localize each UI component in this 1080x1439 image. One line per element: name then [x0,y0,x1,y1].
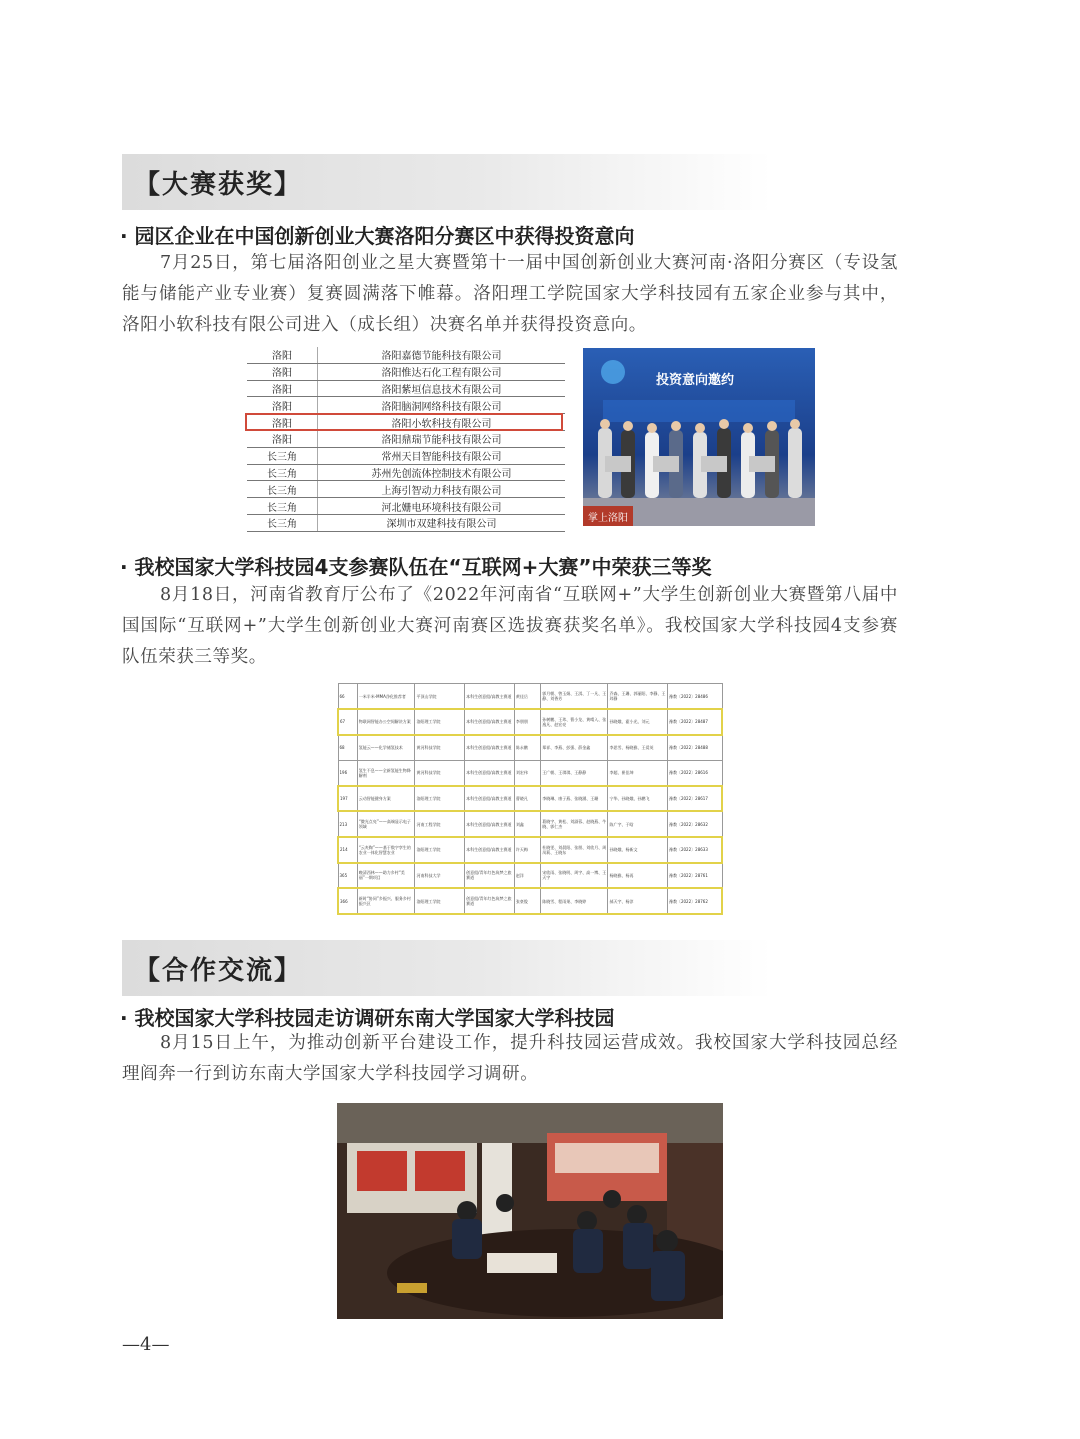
company-row [247,447,565,464]
award-row [338,684,722,710]
award-cell-members: 王广朝、王琪琪、王静静 [541,760,608,786]
award-cell-name: 物联网智能办公空间解决方案 [357,709,415,735]
company-cell: 河北姗电环境科技有限公司 [318,498,566,515]
award-cell-mentor: 李超、崔佳坤 [608,760,667,786]
award-cell-code: 豫教〔2022〕28617 [667,786,722,812]
award-row [338,863,722,889]
award-cell-name: 云动智能健身方案 [357,786,415,812]
award-cell-group: 创意组/青年红色筑梦之旅赛道 [465,888,515,914]
award-cell-group: 本科生创意组/高教主赛道 [465,735,515,761]
award-cell-no: 68 [338,735,357,761]
award-cell-school: 河南工程学院 [415,811,465,837]
region-cell: 洛阳 [247,414,318,431]
award-cell-school: 洛阳理工学院 [415,888,465,914]
company-row [247,464,565,481]
section-header-awards [122,154,772,210]
award-cell-mentor: 郝天宇、杨淳 [608,888,667,914]
award-cell-name: 一米半米-MMA净化推荐者 [357,684,415,710]
article-headline: · 我校国家大学科技园走访调研东南大学国家大学科技园 [120,1006,615,1030]
award-cell-group: 本科生创意组/高教主赛道 [465,811,515,837]
award-cell-group: 本科生创意组/高教主赛道 [465,837,515,863]
award-cell-code: 豫教〔2022〕28633 [667,837,722,863]
company-row [247,347,565,363]
award-cell-members: 杜晓雯、刘晨阳、张朋、刘欣月、周凤莉、王晓东 [541,837,608,863]
company-cell: 洛阳惟达石化工程有限公司 [318,363,566,380]
article-body: 8月15日上午，为推动创新平台建设工作，提升科技园运营成效。我校国家大学科技园总经理阎奔一行到访东南大学国家大学科技园学习调研。 [122,1033,898,1084]
award-cell-school: 洛阳理工学院 [415,709,465,735]
region-cell: 长三角 [247,514,318,531]
region-cell: 洛阳 [247,347,318,363]
meeting-photo [337,1103,723,1319]
award-cell-lead: 刘鑫 [514,811,540,837]
award-cell-members: 李晓琳、康子燕、张晓涵、王珊 [541,786,608,812]
award-cell-mentor: 乔森、王珊、郭丽阳、李静、王玮静 [608,684,667,710]
region-cell: 洛阳 [247,430,318,447]
award-cell-members: 郭月朝、曾玉娟、王淇、丁一凡、王静、刘香芳 [541,684,608,710]
award-cell-school: 河南科技大学 [415,863,465,889]
company-row [247,363,565,380]
company-cell: 洛阳脑洞网络科技有限公司 [318,397,566,414]
region-cell: 洛阳 [247,380,318,397]
award-cell-mentor: 孙晓娥、杨新文 [608,837,667,863]
company-row [247,481,565,498]
award-cell-name: 新时“协同”乡振兴、服务乡村振兴区 [357,888,415,914]
section-title: 【合作交流】 [134,955,303,986]
photo-watermark: 掌上洛阳 [588,513,628,524]
award-cell-code: 豫教〔2022〕28632 [667,811,722,837]
award-cell-group: 本科生创意组/高教主赛道 [465,786,515,812]
award-cell-no: 214 [338,837,357,863]
award-cell-mentor: 孙晓娥、霍小光、刘元 [608,709,667,735]
award-cell-school: 平顶山学院 [415,684,465,710]
award-cell-no: 197 [338,786,357,812]
award-cell-members: 陈晓雪、程雨果、李晓婷 [541,888,608,914]
award-row [338,709,722,735]
company-cell: 洛阳鼎瑞节能科技有限公司 [318,430,566,447]
award-cell-lead: 赵洋 [514,863,540,889]
award-cell-name: 晚清西林——助力乡村“美丽”一期项目 [357,863,415,889]
company-row [247,430,565,447]
award-cell-school: 洛阳理工学院 [415,786,465,812]
award-row [338,811,722,837]
award-cell-school: 黄河科技学院 [415,760,465,786]
photo-banner-text: 投资意向邀约 [655,373,735,388]
award-cell-mentor: 陈广宇、于晗 [608,811,667,837]
award-cell-lead: 刘宏伟 [514,760,540,786]
award-cell-code: 豫教〔2022〕28487 [667,709,722,735]
award-cell-mentor: 杨晓雅、杨再 [608,863,667,889]
award-cell-lead: 张豪俊 [514,888,540,914]
company-cell: 上海引智动力科技有限公司 [318,481,566,498]
company-cell: 洛阳小软科技有限公司 [318,414,566,431]
company-cell: 洛阳嘉德节能科技有限公司 [318,347,566,363]
company-row [247,514,565,531]
award-cell-no: 196 [338,760,357,786]
section-title: 【大赛获奖】 [134,169,303,200]
award-cell-code: 豫教〔2022〕28761 [667,863,722,889]
award-cell-lead: 曹晓凡 [514,786,540,812]
award-cell-lead: 李朋朋 [514,709,540,735]
company-row [247,380,565,397]
award-cell-code: 豫教〔2022〕28616 [667,760,722,786]
award-row [338,735,722,761]
company-table [247,347,565,532]
award-cell-no: 213 [338,811,357,837]
award-cell-no: 66 [338,684,357,710]
region-cell: 长三角 [247,464,318,481]
region-cell: 长三角 [247,498,318,515]
region-cell: 洛阳 [247,363,318,380]
award-cell-members: 孙树鹏、王玮、曹小龙、黄晴入、张逸凡、赵宏亮 [541,709,608,735]
company-cell: 洛阳紫垣信息技术有限公司 [318,380,566,397]
company-cell: 苏州先创流体控制技术有限公司 [318,464,566,481]
company-cell: 常州天目智能科技有限公司 [318,447,566,464]
award-cell-name: 氢能云——化学储氢技术 [357,735,415,761]
award-cell-name: “云麦陶”——基于数字孪生的农业一体化智慧农业 [357,837,415,863]
award-row [338,786,722,812]
award-cell-no: 67 [338,709,357,735]
award-cell-no: 365 [338,863,357,889]
highlight-box [245,413,563,431]
award-row [338,837,722,863]
award-cell-code: 豫教〔2022〕28762 [667,888,722,914]
company-row [247,397,565,414]
award-cell-name: “微光点亮”——高端显示电子领域 [357,811,415,837]
page-number: —4— [122,1334,170,1355]
award-cell-mentor: 宁华、孙晓娥、孙鹏飞 [608,786,667,812]
company-row [247,498,565,515]
award-cell-group: 本科生创意组/高教主赛道 [465,709,515,735]
region-cell: 长三角 [247,447,318,464]
award-cell-group: 创意组/青年红色筑梦之旅赛道 [465,863,515,889]
award-cell-school: 黄河科技学院 [415,735,465,761]
award-cell-mentor: 李思雪、杨晓雅、王爱英 [608,735,667,761]
award-cell-school: 洛阳理工学院 [415,837,465,863]
company-cell: 深圳市双建科技有限公司 [318,514,566,531]
article-body: 8月18日，河南省教育厅公布了《2022年河南省“互联网+”大学生创新创业大赛暨第八届中国国际“互联网+”大学生创新创业大赛河南赛区选拔赛获奖名单》。我校国家大学科技园4支参赛队伍荣获三等奖。 [122,585,898,667]
article-headline: · 园区企业在中国创新创业大赛洛阳分赛区中获得投资意向 [120,224,635,248]
award-cell-members: 郑祥、李燕、彭强、薛金鑫 [541,735,608,761]
award-row [338,760,722,786]
region-cell: 洛阳 [247,397,318,414]
award-cell-lead: 黄佳岳 [514,684,540,710]
award-cell-name: 氢生不息——全新氢能生物降解剂 [357,760,415,786]
award-cell-code: 豫教〔2022〕28486 [667,684,722,710]
article-headline: · 我校国家大学科技园4支参赛队伍在“互联网+大赛”中荣获三等奖 [120,555,712,579]
award-cell-group: 本科生创意组/高教主赛道 [465,760,515,786]
award-cell-group: 本科生创意组/高教主赛道 [465,684,515,710]
region-cell: 长三角 [247,481,318,498]
award-cell-lead: 许天梅 [514,837,540,863]
award-row [338,888,722,914]
section-header-cooperation [122,940,772,996]
award-cell-lead: 陈永鹏 [514,735,540,761]
award-cell-no: 366 [338,888,357,914]
award-list-table [337,683,723,917]
article-body: 7月25日，第七届洛阳创业之星大赛暨第十一届中国创新创业大赛河南·洛阳分赛区（专设氢能与储能产业专业赛）复赛圆满落下帷幕。洛阳理工学院国家大学科技园有五家企业参与其中，洛阳小软科技有限公司进入（成长组）决赛名单并获得投资意向。 [122,253,898,335]
award-ceremony-photo [583,348,815,526]
award-cell-members: 宋欣雨、张晓明、周宇、高一博、王天宇 [541,863,608,889]
award-cell-members: 葛晓宇、黄松、刘淑蓉、赵晓燕、牛晓、郭仁杰 [541,811,608,837]
award-cell-code: 豫教〔2022〕28488 [667,735,722,761]
